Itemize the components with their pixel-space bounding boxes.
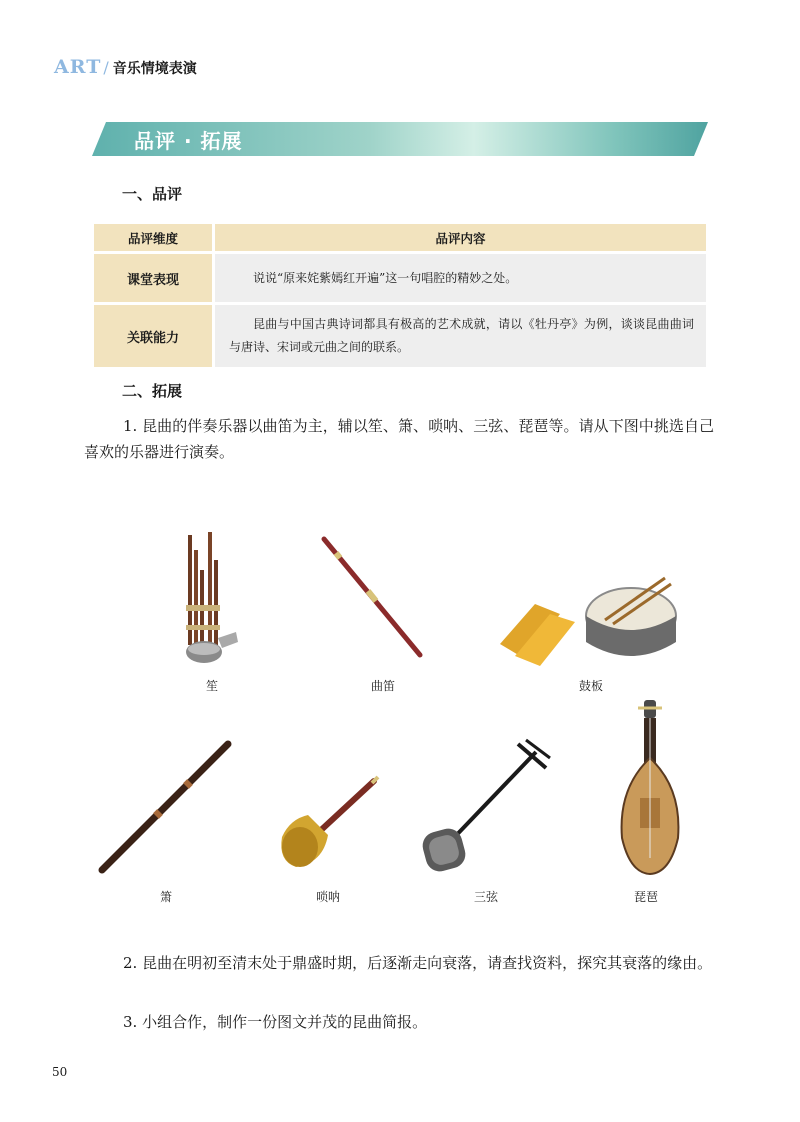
running-head [54, 56, 197, 78]
page-number: 50 [52, 1065, 68, 1079]
section1-heading: 一、品评 [122, 185, 183, 203]
extension-item-2: 2. 昆曲在明初至清末处于鼎盛时期，后逐渐走向衰落，请查找资料，探究其衰落的缘由。 [123, 954, 713, 972]
pipa-image [610, 698, 690, 878]
banner-title: 品评 · 拓展 [134, 129, 243, 153]
table-cell-content: 昆曲与中国古典诗词都具有极高的艺术成就，请以《牡丹亭》为例，谈谈昆曲曲词与唐诗、宋词或元曲之间的联系。 [215, 305, 706, 370]
extension-item-3: 3. 小组合作，制作一份图文并茂的昆曲简报。 [123, 1013, 428, 1031]
table-header-dimension: 品评维度 [94, 224, 215, 254]
instrument-label: 鼓板 [578, 679, 603, 693]
qudi-image [318, 535, 428, 660]
xiao-image [96, 738, 236, 878]
guban-image [495, 574, 690, 674]
instrument-label: 琵琶 [633, 890, 658, 904]
table-header-content: 品评内容 [215, 224, 706, 254]
instrument-label: 笙 [205, 679, 218, 693]
running-head-slash: / [103, 58, 109, 77]
table-cell-dimension: 关联能力 [94, 305, 215, 370]
review-table [94, 224, 706, 370]
table-header-row [94, 224, 706, 254]
extension-item-1: 1. 昆曲的伴奏乐器以曲笛为主，辅以笙、箫、唢呐、三弦、琵琶等。请从下图中挑选自己喜欢的乐器进行演奏。 [84, 417, 714, 461]
running-head-title: 音乐情境表演 [112, 61, 197, 77]
table-row [94, 254, 706, 305]
table-cell-dimension: 课堂表现 [94, 254, 215, 305]
table-cell-content: 说说“原来姹紫嫣红开遍”这一句唱腔的精妙之处。 [215, 254, 706, 305]
table-row [94, 305, 706, 370]
instrument-label: 唢呐 [315, 890, 340, 904]
sanxian-image [418, 738, 568, 878]
section2-heading: 二、拓展 [122, 382, 183, 400]
instrument-label: 箫 [159, 890, 172, 904]
suona-image [278, 775, 383, 875]
running-head-art: ART [54, 56, 102, 78]
sheng-image [178, 530, 248, 665]
instrument-label: 三弦 [473, 890, 498, 904]
instrument-label: 曲笛 [370, 679, 395, 693]
